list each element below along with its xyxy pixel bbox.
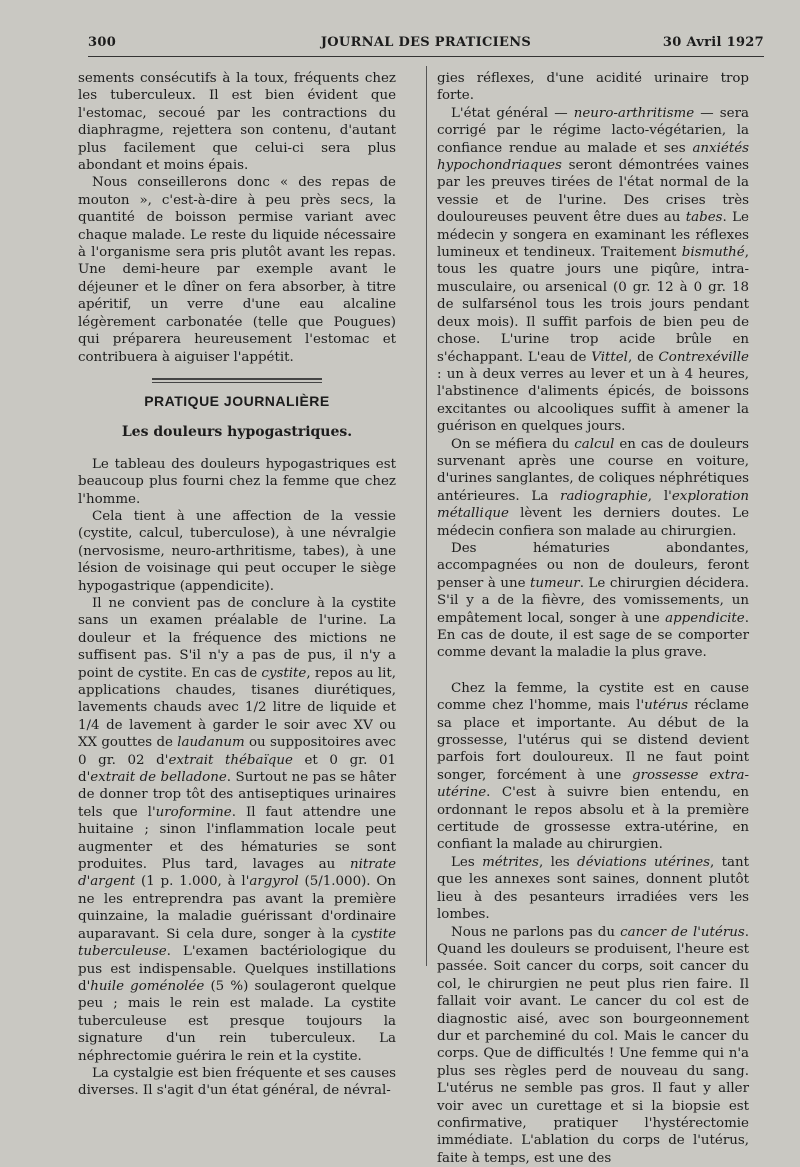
text-run: . C'est à suivre bien entendu, en ordonnant le repos absolu et à la première certitude de grossesse extra-utérine, en confiant la malade au chirurgien. (437, 785, 749, 852)
text-run: , les (539, 855, 577, 870)
paragraph: La cystalgie est bien fréquente et ses causes diverses. Il s'agit d'un état général, de névral- (78, 1065, 396, 1100)
paragraph (78, 595, 396, 1065)
italic-term: appendicite (665, 611, 745, 626)
text-run: Les (451, 855, 482, 870)
text-run: . En cas de doute, il est sage de se comporter comme devant la maladie la plus grave. (437, 611, 749, 661)
text-run: L'état général — (451, 106, 574, 121)
italic-term: déviations utérines (577, 855, 710, 870)
text-run: Chez la femme, la cystite est en cause comme chez l'homme, mais l' (437, 681, 749, 713)
text-run: Des hématuries abondantes, accompagnées ou non de douleurs, feront penser à une (437, 541, 749, 591)
paragraph (437, 105, 749, 436)
italic-term: tabes (686, 210, 723, 225)
italic-term: calcul (574, 437, 614, 452)
italic-term: tumeur (530, 576, 580, 591)
text-run: (5/1.000). On ne les entreprendra pas avant la première quinzaine, la maladie guérissant d'ordinaire auparavant. Si cela dure, songer à la (78, 874, 396, 941)
paragraph-gap (437, 662, 749, 680)
text-run: : un à deux verres au lever et un à 4 heures, l'abstinence d'aliments épicés, de boissons excitantes ou alcooliques suffit à amener la guérison en quelques jours. (437, 367, 749, 434)
text-run: réclame sa place et importante. Au début de la grossesse, l'utérus qui se distend devient parfois fort douloureux. Il ne faut point songer, forcément à une (437, 698, 749, 783)
paragraph (437, 680, 749, 854)
paragraph: sements consécutifs à la toux, fréquents chez les tuberculeux. Il est bien évident que l'estomac, secoué par les contractions du diaphragme, rejettera son contenu, d'autant plus facilement que celui-ci sera plus abondant et moins épais. (78, 70, 396, 174)
text-run: . L'examen bactériologique du pus est indispensable. Quelques instillations d' (78, 944, 396, 994)
running-header (88, 35, 764, 53)
italic-term: extrait de belladone (90, 770, 227, 785)
italic-term: anxiétés hypochondriaques (437, 141, 749, 173)
paragraph: gies réflexes, d'une acidité urinaire trop forte. (437, 70, 749, 105)
text-run: (1 p. 1.000, à l' (135, 874, 249, 889)
text-run: , de (628, 350, 659, 365)
paragraph (437, 436, 749, 540)
italic-term: extrait thébaïque (168, 753, 292, 768)
italic-term: radiographie (560, 489, 648, 504)
text-run: , tant que les annexes sont saines, donnent plutôt lieu à des pesanteurs irradiées vers les lombes. (437, 855, 749, 922)
italic-term: laudanum (177, 735, 244, 750)
italic-term: argyrol (249, 874, 298, 889)
paragraph (437, 924, 749, 1167)
right-column (437, 70, 749, 1167)
text-run: — sera corrigé par le régime lacto-végétarien, la confiance rendue au malade et ses (437, 106, 749, 156)
section-title: PRATIQUE JOURNALIÈRE (78, 393, 396, 410)
text-run: . Quand les douleurs se produisent, l'heure est passée. Soit cancer du corps, soit cancer du col, le chirurgien ne peut plus rien faire. Il fallait voir avant. Le cancer du col est de diagnostic aisé, avec son bourgeonnement dur et parcheminé du col. Mais le cancer du corps. Que de difficultés ! Une femme qui n'a plus ses règles perd de nouveau du sang. L'utérus ne semble pas gros. Il faut y aller voir avec un curettage et si la biopsie est confirmative, pratiquer l'hystérectomie immédiate. L'ablation du corps de l'utérus, faite à temps, est une des (437, 925, 749, 1166)
italic-term: utérus (644, 698, 688, 713)
italic-term: neuro-arthritisme (574, 106, 694, 121)
text-run: et 0 gr. 01 d' (78, 753, 396, 785)
italic-term: Vittel (591, 350, 628, 365)
text-run: . Le chirurgien décidera. S'il y a de la fièvre, des vomissements, un empâtement local, songer à une (437, 576, 749, 626)
text-run: Il ne convient pas de conclure à la cystite sans un examen préalable de l'urine. La douleur et la fréquence des mictions ne suffisent pas. S'il n'y a pas de pus, il n'y a point de cystite. En cas de (78, 596, 396, 681)
italic-term: huile goménolée (90, 979, 204, 994)
text-run: Nous ne parlons pas du (451, 925, 620, 940)
text-run: en cas de douleurs survenant après une course en voiture, d'urines sanglantes, de coliques néphrétiques antérieures. La (437, 437, 749, 504)
italic-term: exploration métallique (437, 489, 749, 521)
page-number: 300 (88, 35, 116, 50)
italic-term: cystite tuberculeuse (78, 927, 396, 959)
paragraph: Nous conseillerons donc « des repas de mouton », c'est-à-dire à peu près secs, la quantité de boisson permise variant avec chaque malade. Le reste du liquide nécessaire à l'organisme sera pris plutôt avant les repas. Une demi-heure par exemple avant le déjeuner et le dîner on fera absorber, à titre apéritif, un verre d'une eau alcaline légèrement carbonatée (telle que Pougues) qui préparera heureusement l'estomac et contribuera à aiguiser l'appétit. (78, 174, 396, 365)
paragraph (437, 540, 749, 662)
text-run: ou suppositoires avec 0 gr. 02 d' (78, 735, 396, 767)
italic-term: métrites (482, 855, 539, 870)
italic-term: cancer de l'utérus (620, 925, 745, 940)
text-run: . Le médecin y songera en examinant les réflexes lumineux et tendineux. Traitement (437, 210, 749, 260)
paragraph: Cela tient à une affection de la vessie (cystite, calcul, tuberculose), à une névralgie (nervosisme, neuro-arthritisme, tabes), à une lésion de voisinage qui peut occuper le siège hypogastrique (appendicite). (78, 508, 396, 595)
text-run: On se méfiera du (451, 437, 574, 452)
header-rule (88, 56, 764, 57)
journal-title: JOURNAL DES PRATICIENS (88, 35, 764, 50)
italic-term: cystite (261, 666, 306, 681)
left-column (78, 70, 396, 1100)
italic-term: bismuthé (682, 245, 745, 260)
text-run: . Surtout ne pas se hâter de donner trop tôt des antiseptiques urinaires tels que l' (78, 770, 396, 820)
text-run: lèvent les derniers doutes. Le médecin confiera son malade au chirurgien. (437, 506, 749, 538)
paragraph (437, 854, 749, 924)
section-ornament (152, 378, 322, 383)
issue-date: 30 Avril 1927 (663, 35, 764, 50)
text-run: , repos au lit, applications chaudes, tisanes diurétiques, lavements chauds avec 1/2 litre de liquide et 1/4 de lavement à garder le soir avec XV ou XX gouttes de (78, 666, 396, 751)
text-run: (5 %) soulageront quelque peu ; mais le rein est malade. La cystite tuberculeuse est presque toujours la signature d'un rein tuberculeux. La néphrectomie guérira le rein et la cystite. (78, 979, 396, 1064)
column-divider (426, 66, 427, 966)
text-run: . Il faut attendre une huitaine ; sinon l'inflammation locale peut augmenter et des hématuries se sont produites. Plus tard, lavages au (78, 805, 396, 872)
italic-term: uroformine (156, 805, 232, 820)
paragraph: Le tableau des douleurs hypogastriques est beaucoup plus fourni chez la femme que chez l'homme. (78, 456, 396, 508)
article-title: Les douleurs hypogastriques. (78, 424, 396, 441)
text-run: seront démontrées vaines par les preuves tirées de l'état normal de la vessie et de l'urine. Des crises très douloureuses peuvent être dues au (437, 158, 749, 225)
italic-term: Contrexéville (659, 350, 749, 365)
italic-term: nitrate d'argent (78, 857, 396, 889)
text-run: , tous les quatre jours une piqûre, intra-musculaire, ou arsenical (0 gr. 12 à 0 gr. 18 de sulfarsénol tous les trois jours pendant deux mois). Il suffit parfois de bien peu de chose. L'urine trop acide brûle en s'échappant. L'eau de (437, 245, 749, 364)
italic-term: grossesse extra-utérine (437, 768, 749, 800)
text-run: , l' (648, 489, 672, 504)
